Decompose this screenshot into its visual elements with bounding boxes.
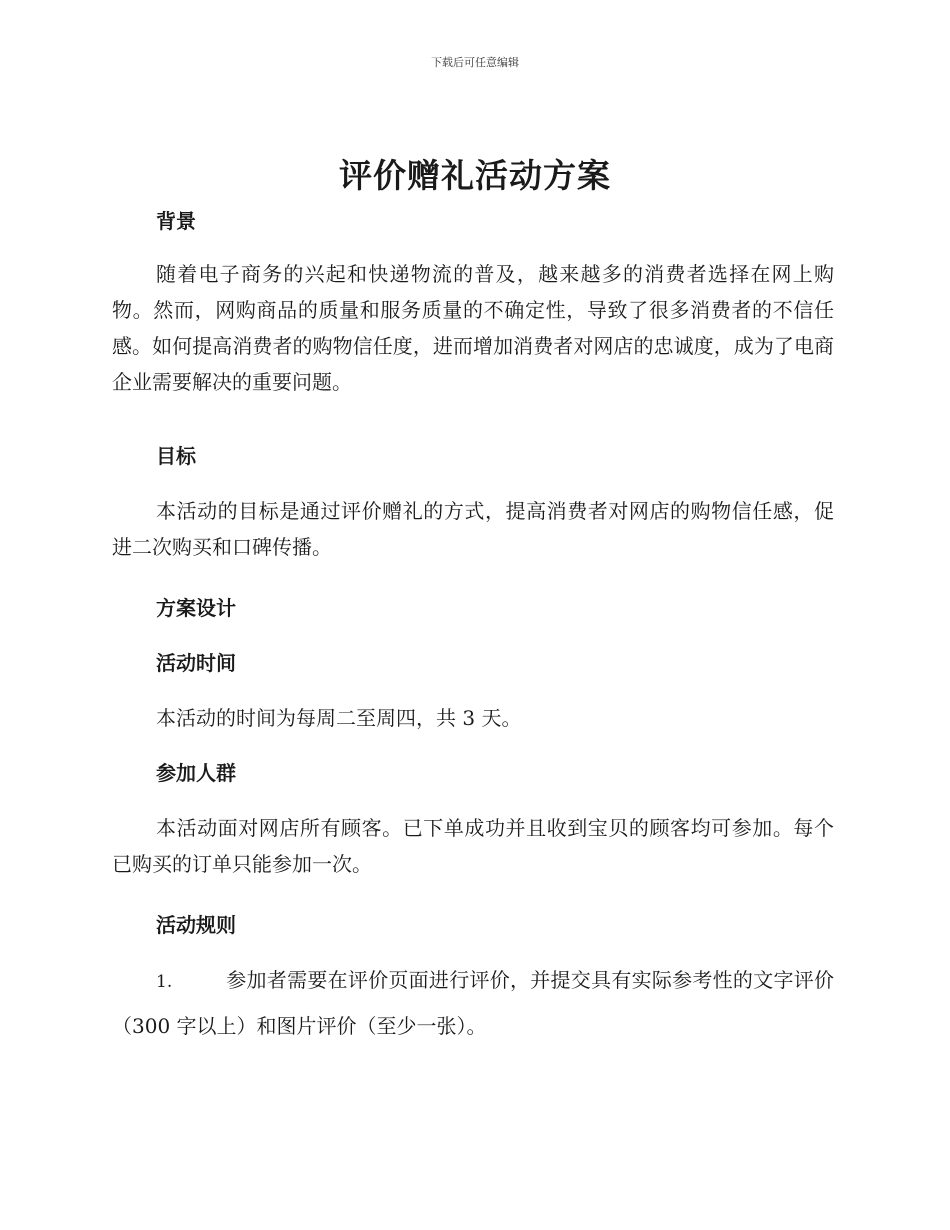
list-item-number: 1. <box>156 972 173 992</box>
document-title: 评价赠礼活动方案 <box>339 156 611 195</box>
list-item-text: 参加者需要在评价页面进行评价，并提交具有实际参考性的文字评价（300 字以上）和图片评价（至少一张）。 <box>112 968 834 1038</box>
heading-time: 活动时间 <box>156 651 236 675</box>
heading-rules: 活动规则 <box>156 913 236 937</box>
page-header-note: 下载后可任意编辑 <box>431 56 519 69</box>
paragraph-background: 随着电子商务的兴起和快递物流的普及，越来越多的消费者选择在网上购物。然而，网购商品的质量和服务质量的不确定性，导致了很多消费者的不信任感。如何提高消费者的购物信任度，进而增加消费者对网店的忠诚度，成为了电商企业需要解决的重要问题。 <box>112 262 834 394</box>
paragraph-goal: 本活动的目标是通过评价赠礼的方式，提高消费者对网店的购物信任感，促进二次购买和口碑传播。 <box>112 499 834 559</box>
heading-participants: 参加人群 <box>156 761 236 785</box>
paragraph-time: 本活动的时间为每周二至周四，共 3 天。 <box>156 706 522 730</box>
heading-goal: 目标 <box>156 444 196 468</box>
list-item <box>112 958 834 1048</box>
paragraph-participants: 本活动面对网店所有顾客。已下单成功并且收到宝贝的顾客均可参加。每个已购买的订单只能参加一次。 <box>112 816 834 876</box>
heading-background: 背景 <box>156 209 196 233</box>
heading-plan: 方案设计 <box>156 596 236 620</box>
